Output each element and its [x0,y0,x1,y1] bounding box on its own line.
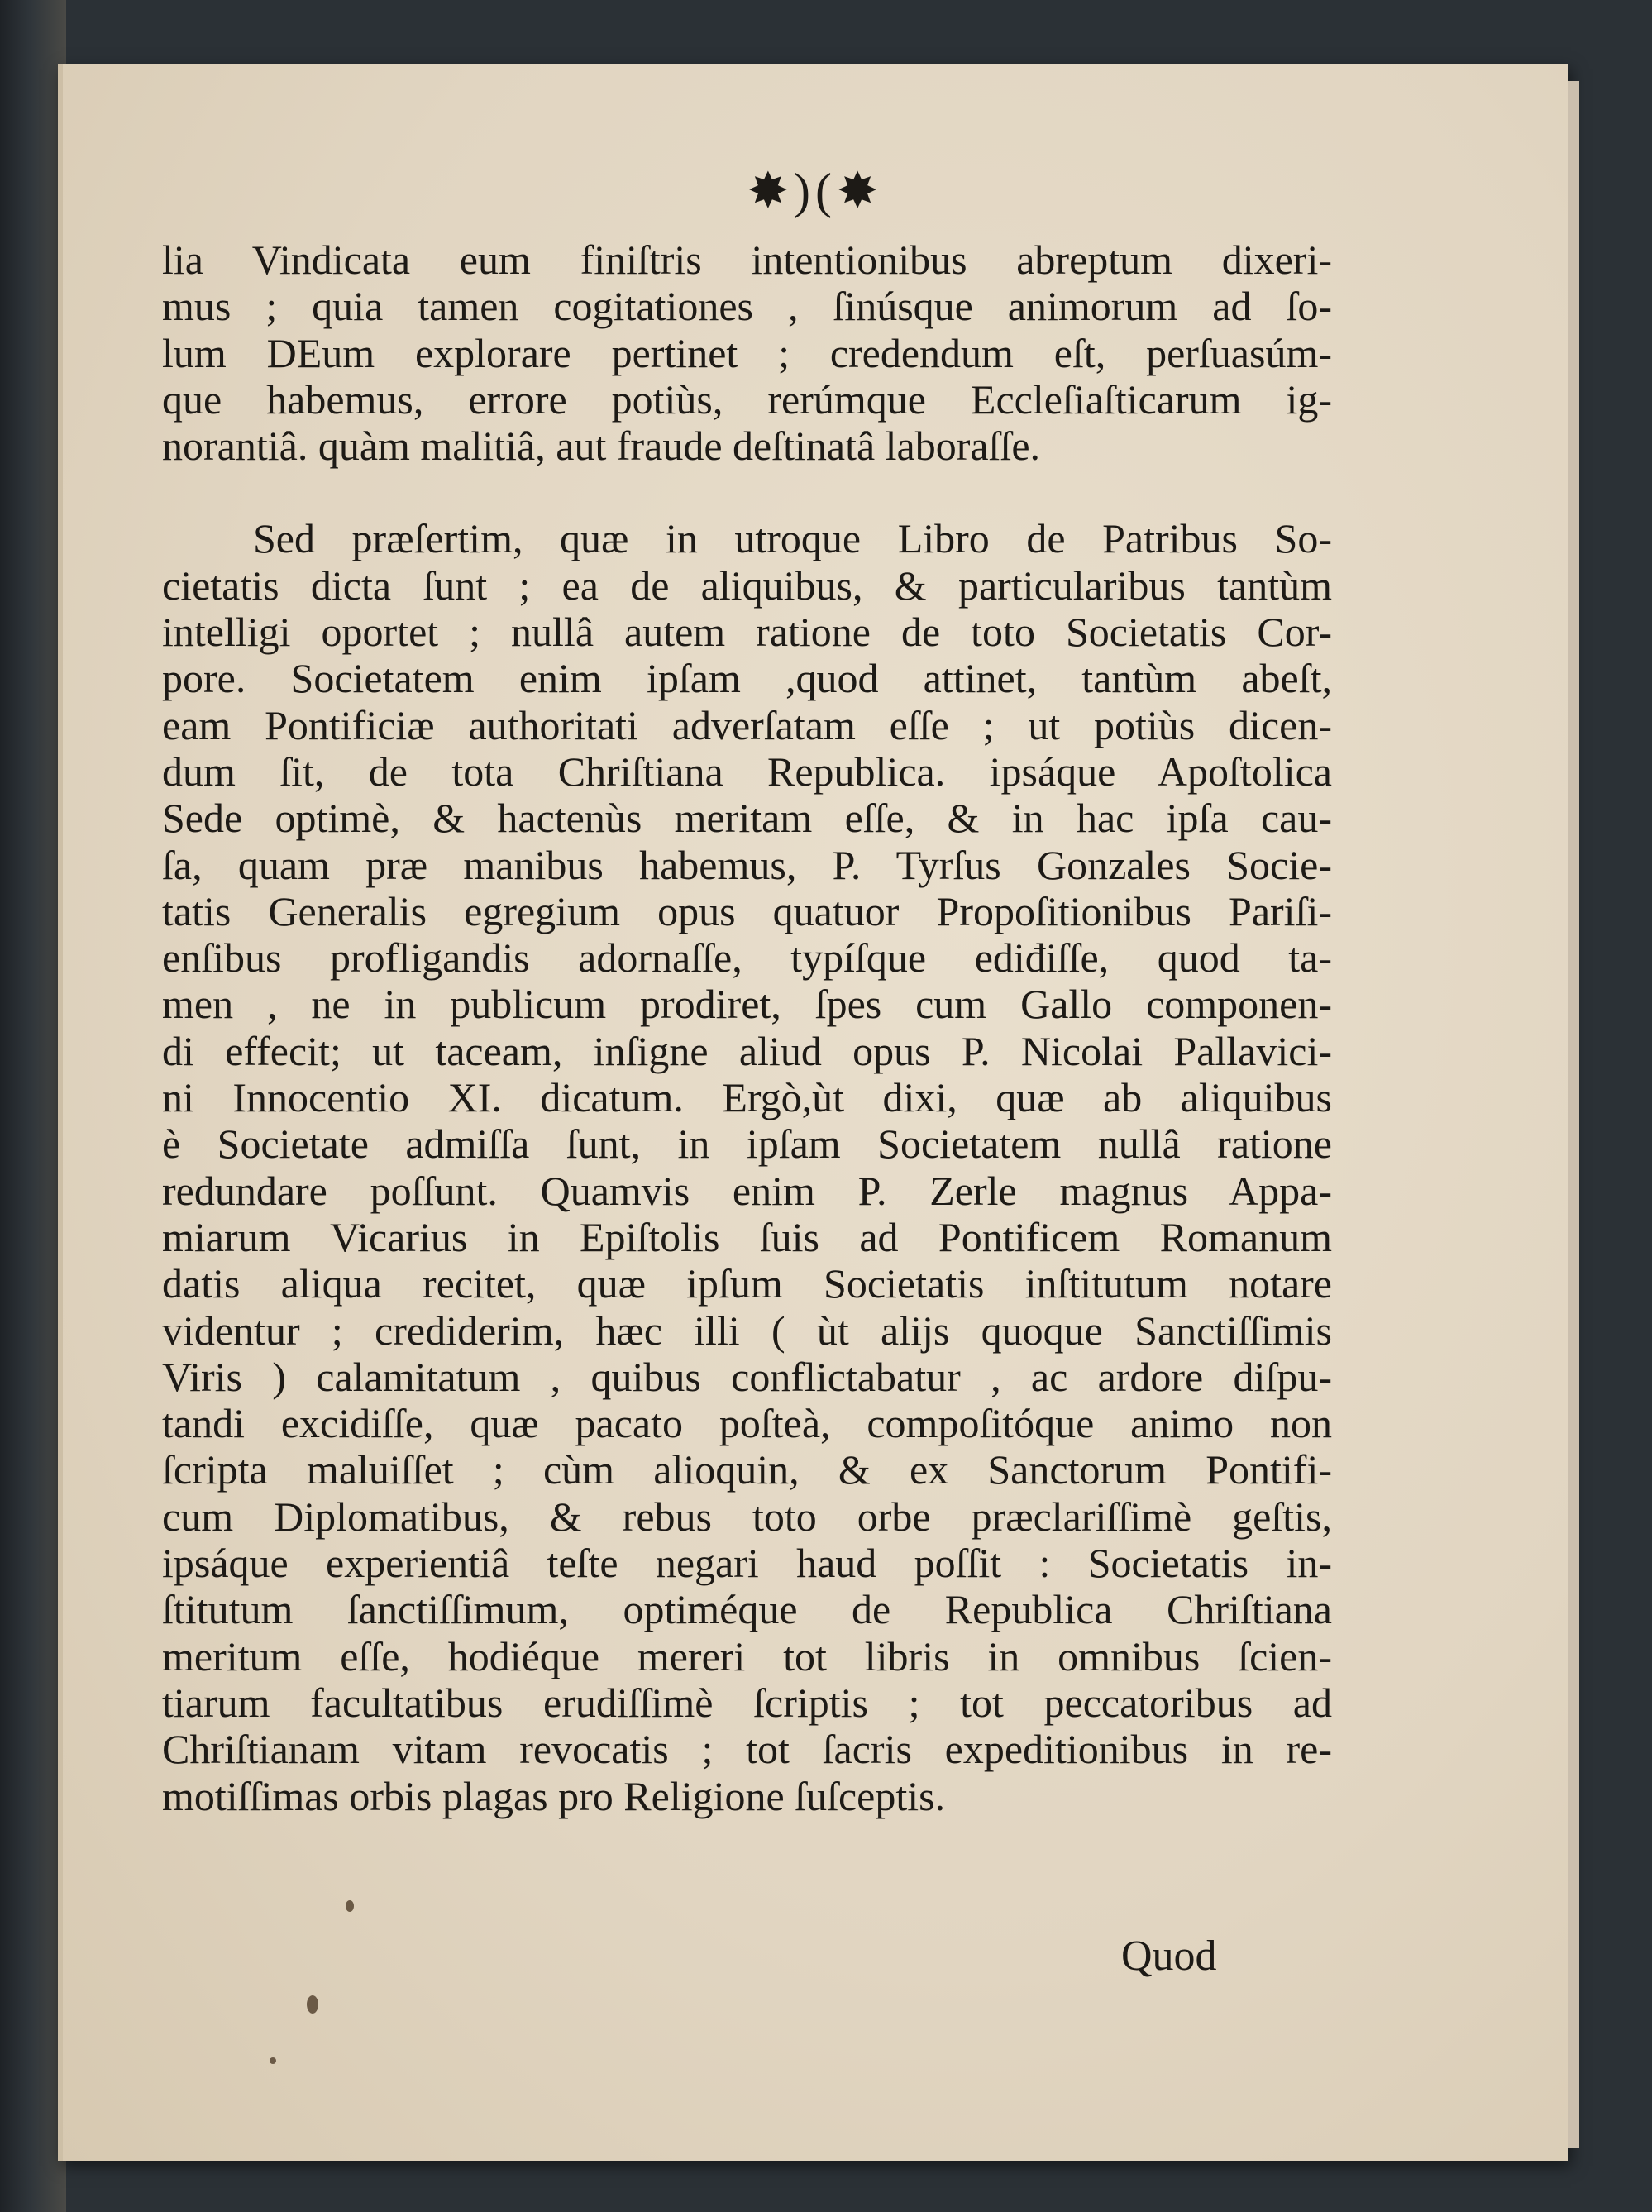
ink-spot [270,2057,276,2064]
text-line: norantiâ. quàm malitiâ, aut fraude deſtinatâ laboraſſe. [162,423,1041,470]
text-line: ſcripta maluiſſet ; cùm alioquin, & ex Sanctorum Pontifi- [162,1446,1332,1493]
text-line: cum Diplomatibus, & rebus toto orbe præclariſſimè geſtis, [162,1493,1332,1540]
text-line: men , ne in publicum prodiret, ſpes cum Gallo componen- [162,981,1332,1028]
text-line: di effecit; ut taceam, inſigne aliud opus P. Nicolai Pallavici- [162,1027,1332,1074]
book-page [58,64,1568,2161]
page-header-ornament: ✸)(✸ [747,164,884,218]
paragraph-1 [162,236,1332,469]
text-line: miarum Vicarius in Epiſtolis ſuis ad Pontificem Romanum [162,1213,1332,1260]
text-line: ni Innocentio XI. dicatum. Ergò,ùt dixi, quæ ab aliquibus [162,1074,1332,1121]
catchword: Quod [1121,1933,1217,1980]
text-line: tatis Generalis egregium opus quatuor Propoſitionibus Pariſi- [162,887,1332,934]
text-line: pore. Societatem enim ipſam ,quod attinet, tantùm abeſt, [162,655,1332,702]
ink-spot [346,1900,354,1912]
text-line: que habemus, errore potiùs, rerúmque Eccleſiaſticarum ig- [162,375,1332,423]
ink-spot [307,1995,318,2014]
text-line: motiſſimas orbis plagas pro Religione ſuſceptis. [162,1772,946,1819]
text-line: Chriſtianam vitam revocatis ; tot ſacris expeditionibus in re- [162,1726,1332,1773]
text-line: tandi excidiſſe, quæ pacato poſteà, compoſitóque animo non [162,1400,1332,1447]
text-line: lia Vindicata eum finiſtris intentionibus abreptum dixeri- [162,236,1332,283]
text-line: intelligi oportet ; nullâ autem ratione de toto Societatis Cor- [162,609,1332,656]
paragraph-2 [162,515,1332,1818]
text-line: enſibus profligandis adornaſſe, typíſque ediđiſſe, quod ta- [162,934,1332,982]
paragraph-gap [162,469,1332,515]
text-line: meritum eſſe, hodiéque mereri tot libris in omnibus ſcien- [162,1632,1332,1679]
text-line: lum DEum explorare pertinet ; credendum eſt, perſuasúm- [162,329,1332,376]
text-line: Sede optimè, & hactenùs meritam eſſe, & in hac ipſa cau- [162,795,1332,842]
text-line: dum ſit, de tota Chriſtiana Republica. ipsáque Apoſtolica [162,748,1332,795]
text-line: redundare poſſunt. Quamvis enim P. Zerle magnus Appa- [162,1167,1332,1214]
text-line: datis aliqua recitet, quæ ipſum Societatis inſtitutum notare [162,1260,1332,1307]
text-line: Viris ) calamitatum , quibus conflictabatur , ac ardore diſpu- [162,1353,1332,1400]
text-line: Sed præſertim, quæ in utroque Libro de Patribus So- [253,515,1332,562]
text-line: cietatis dicta ſunt ; ea de aliquibus, & particularibus tantùm [162,561,1332,609]
text-line: ſtitutum ſanctiſſimum, optiméque de Republica Chriſtiana [162,1586,1332,1633]
text-line: eam Pontificiæ authoritati adverſatam eſſe ; ut potiùs dicen- [162,701,1332,748]
text-line: mus ; quia tamen cogitationes , ſinúsque animorum ad ſo- [162,283,1332,330]
text-line: è Societate admiſſa ſunt, in ipſam Societatem nullâ ratione [162,1120,1332,1168]
book-gutter [0,0,66,2212]
text-line: ipsáque experientiâ teſte negari haud poſſit : Societatis in- [162,1540,1332,1587]
page-body [162,236,1332,1819]
text-line: ſa, quam præ manibus habemus, P. Tyrſus Gonzales Socie- [162,841,1332,888]
text-line: tiarum facultatibus erudiſſimè ſcriptis ; tot peccatoribus ad [162,1679,1332,1726]
text-line: videntur ; crediderim, hæc illi ( ùt alijs quoque Sanctiſſimis [162,1307,1332,1354]
